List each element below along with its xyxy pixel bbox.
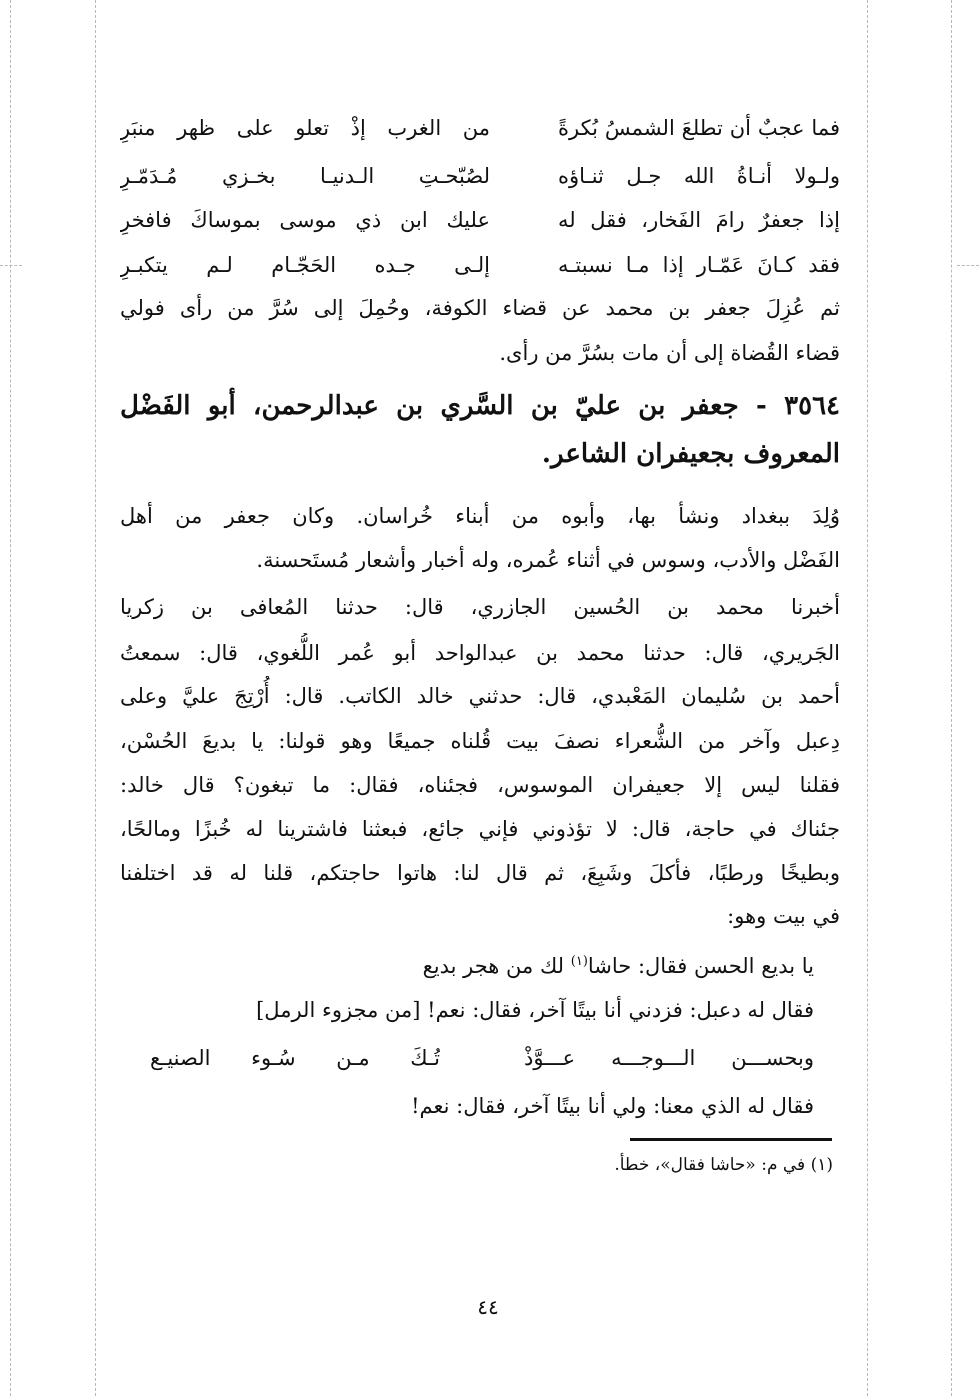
crop-guide-line	[10, 0, 11, 1396]
verse-first-hemistich: فقد كـانَ عَمّـار إذا مـا نسبتـه	[558, 253, 840, 277]
paragraph-line: وُلِدَ ببغداد ونشأ بها، وأبوه من أبناء خُراسان. وكان جعفر من أهل	[120, 504, 840, 528]
paragraph-line: ثم عُزِلَ جعفر بن محمد عن قضاء الكوفة، وحُمِلَ إلى سُرَّ من رأى فولي	[120, 296, 840, 320]
footnote-separator	[630, 1138, 832, 1141]
verse-line	[120, 245, 840, 285]
verse-second-hemistich: لصُبّحـتِ الـدنيـا بخـزي مُـدَمّـرِ	[120, 164, 490, 188]
paragraph-line: في بيت وهو:	[727, 904, 840, 928]
poem-text: يا بديع الحسن فقال: حاشا	[587, 954, 814, 978]
paragraph-line: قضاء القُضاة إلى أن مات بسُرَّ من رأى.	[499, 341, 840, 365]
verse-second-hemistich: تُـكَ مـن سُـوء الصنيـع	[150, 1046, 440, 1070]
crop-mark	[957, 265, 979, 266]
poem-line	[120, 942, 840, 982]
crop-mark	[0, 265, 22, 266]
paragraph-line: الفَضْل والأدب، وسوس في أثناء عُمره، وله أخبار وأشعار مُستَحسنة.	[256, 548, 840, 572]
entry-heading: ٣٥٦٤ - جعفر بن عليّ بن السَّري بن عبدالرحمن، أبو الفَضْل	[120, 391, 840, 421]
entry-heading: المعروف بجعيفران الشاعر.	[541, 439, 840, 469]
paragraph-line: الجَريري، قال: حدثنا محمد بن عبدالواحد أبو عُمر اللُّغوي، قال: سمعتُ	[120, 641, 840, 665]
footnote: (١) في م: «حاشا فقال»، خطأ.	[614, 1155, 833, 1175]
paragraph-line: وبطيخًا ورطبًا، فأكلَ وشَبِعَ، ثم قال لنا: هاتوا حاجتكم، قلنا له قد اختلفنا	[120, 861, 840, 885]
footnote-reference: (١)	[570, 954, 588, 969]
verse-first-hemistich: ولـولا أنـاةُ الله جـل ثنـاؤه	[558, 164, 840, 188]
final-line: فقال له الذي معنا: ولي أنا بيتًا آخر، فقال: نعم!	[411, 1094, 814, 1118]
page-number: ٤٤	[477, 1295, 499, 1319]
crop-guide-line	[95, 0, 96, 1396]
paragraph-line: فقلنا ليس إلا جعيفران الموسوس، فجئناه، فقال: ما تبغون؟ قال خالد:	[120, 773, 840, 797]
verse-second-hemistich: عليك ابن ذي موسى بموساكَ فافخرِ	[120, 208, 490, 232]
verse-first-hemistich: فما عجبٌ أن تطلعَ الشمسُ بُكرةً	[558, 116, 840, 140]
verse-second-hemistich: من الغرب إذْ تعلو على ظهر منبَرِ	[120, 116, 490, 140]
verse-second-hemistich: إلـى جـده الحَجّـام لـم يتكبـرِ	[120, 253, 490, 277]
crop-guide-line	[951, 0, 952, 1396]
paragraph-line: أحمد بن سُليمان المَعْبدي، قال: حدثني خالد الكاتب. قال: أُرْتِجَ عليَّ وعلى	[120, 684, 840, 708]
dibil-line: فقال له دعبل: فزدني أنا بيتًا آخر، فقال: نعم! [من مجزوء الرمل]	[256, 998, 814, 1022]
verse-line	[120, 156, 840, 196]
verse-line	[120, 108, 840, 148]
poem-text: لك من هجر بديع	[422, 954, 565, 978]
paragraph-line: أخبرنا محمد بن الحُسين الجازري، قال: حدثنا المُعافى بن زكريا	[120, 595, 840, 619]
paragraph-line: دِعبل وآخر من الشُّعراء نصفَ بيت قُلناه جميعًا وهو قولنا: يا بديعَ الحُسْن،	[120, 729, 840, 753]
crop-guide-line	[867, 0, 868, 1396]
verse-first-hemistich: وبحســـن الـــوجـــه عـــوَّذْ	[524, 1046, 814, 1070]
verse-first-hemistich: إذا جعفرٌ رامَ الفَخار، فقل له	[558, 208, 840, 232]
verse-line	[120, 200, 840, 240]
paragraph-line: جئناك في حاجة، قال: لا تؤذوني فإني جائع، فبعثنا فاشترينا له خُبزًا ومالحًا،	[120, 817, 840, 841]
verse-line	[120, 1038, 840, 1078]
